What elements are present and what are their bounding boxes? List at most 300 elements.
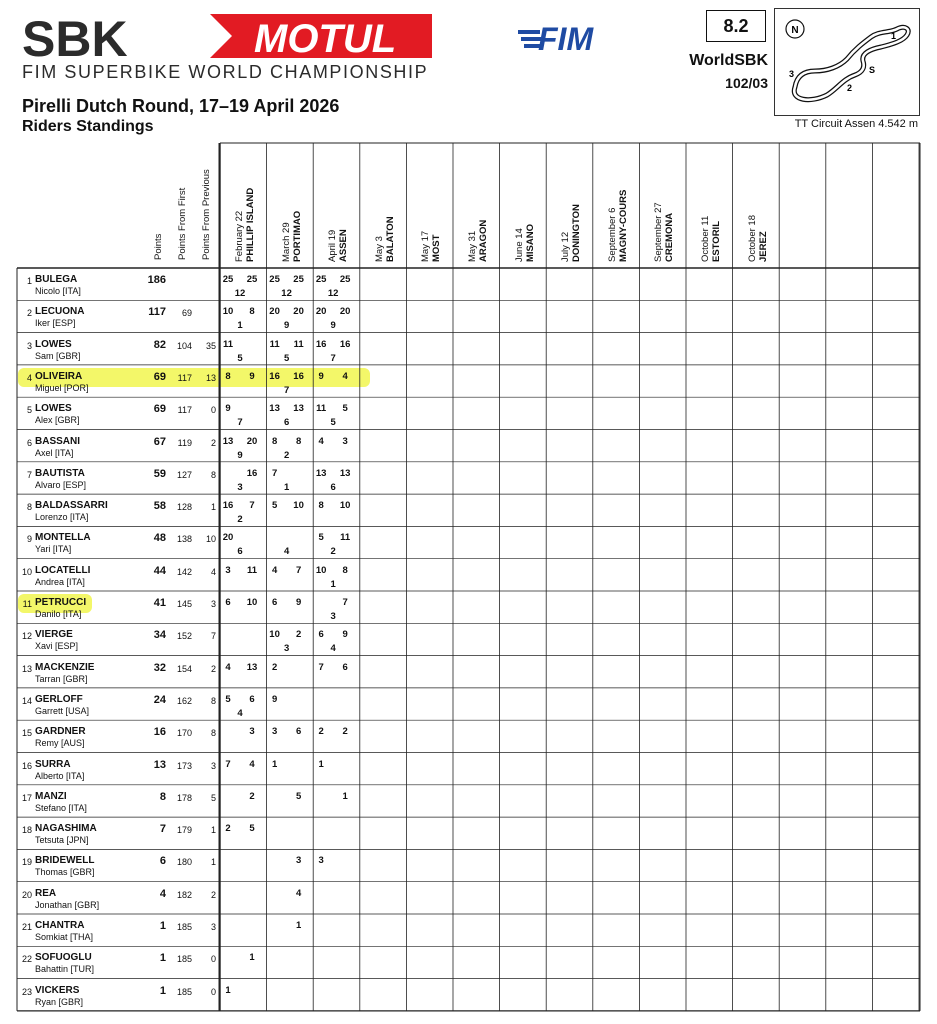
superpole-race-points: 3 <box>295 855 302 867</box>
rider-points-from-previous: 35 <box>205 340 216 351</box>
rider-rank: 1 <box>26 276 32 286</box>
header-round-12-date: October 18 <box>746 215 758 262</box>
superpole-race-points: 6 <box>342 661 348 673</box>
rider-points-from-first: 170 <box>176 728 192 739</box>
rider-points-from-first: 185 <box>176 954 192 965</box>
rider-last-name: LOCATELLI <box>35 564 91 576</box>
rider-points-from-previous: 0 <box>210 405 216 416</box>
race-1-points: 16 <box>269 370 280 382</box>
race-1-points: 2 <box>318 726 324 738</box>
rider-points-from-first: 152 <box>176 631 192 642</box>
rider-last-name: LOWES <box>35 403 72 415</box>
rider-last-name: GERLOFF <box>35 693 83 705</box>
rider-rank: 5 <box>26 405 32 416</box>
header-round-4-label: BALATON <box>384 216 396 262</box>
superpole-race-points: 11 <box>246 564 258 576</box>
rider-points-from-first: 117 <box>177 372 192 383</box>
race-1-points: 20 <box>269 306 280 318</box>
rider-rank: 22 <box>21 954 32 965</box>
rider-nationality: [GBR] <box>70 867 95 878</box>
rider-nationality: [AUS] <box>61 738 85 749</box>
circuit-info: TT Circuit Assen 4.542 m <box>794 118 918 130</box>
rider-first-name <box>35 674 88 684</box>
rider-rank: 2 <box>26 308 32 319</box>
fim-logo-text: FIM <box>538 21 594 54</box>
superpole-race-points: 7 <box>249 500 255 512</box>
race-2-points: 3 <box>283 643 290 655</box>
race-2-points: 1 <box>330 578 336 590</box>
rider-given-name: Somkiat <box>35 932 68 942</box>
header-round-1-label: PHILLIP ISLAND <box>245 187 256 262</box>
rider-points-from-previous: 13 <box>205 372 216 383</box>
race-2-points: 7 <box>283 384 290 396</box>
rider-rank: 14 <box>21 695 32 706</box>
race-1-points: 5 <box>318 532 324 544</box>
rider-given-name: Thomas <box>35 867 68 878</box>
superpole-race-points: 2 <box>342 726 348 738</box>
rider-nationality: [GBR] <box>58 996 84 1007</box>
race-1-points: 25 <box>222 274 234 285</box>
rider-points: 32 <box>153 661 166 674</box>
track-map <box>774 8 920 116</box>
rider-first-name <box>35 318 76 328</box>
rider-points-from-first: 119 <box>177 437 192 448</box>
superpole-race-points: 4 <box>342 370 348 382</box>
brand-label: WorldSBK <box>689 52 768 69</box>
track-start: S <box>869 65 876 75</box>
rider-rank: 4 <box>26 372 32 383</box>
track-turn-1: 1 <box>891 31 897 41</box>
rider-given-name: Lorenzo <box>35 512 68 523</box>
rider-rank: 15 <box>21 728 32 739</box>
rider-rank: 6 <box>26 437 32 448</box>
superpole-race-points: 9 <box>295 597 302 608</box>
rider-nationality: [GBR] <box>63 673 88 684</box>
superpole-race-points: 25 <box>246 274 258 285</box>
rider-points-from-first: 154 <box>176 663 192 674</box>
header-round-7 <box>514 224 536 262</box>
race-2-points: 5 <box>330 417 336 429</box>
rider-points-from-previous: 7 <box>210 631 216 642</box>
rider-points-from-previous: 3 <box>210 922 216 932</box>
rider-points: 69 <box>153 403 166 416</box>
race-1-points: 6 <box>225 597 231 608</box>
race-1-points: 9 <box>271 693 278 705</box>
superpole-race-points: 8 <box>249 306 255 318</box>
rider-points-from-first: 179 <box>176 825 192 836</box>
race-1-points: 2 <box>271 661 278 673</box>
rider-points: 16 <box>153 726 166 739</box>
page-subtitle: Riders Standings <box>22 118 154 135</box>
header-round-11-date: October 11 <box>700 215 711 262</box>
rider-first-name <box>35 512 88 522</box>
rider-points-from-first: 185 <box>176 986 192 997</box>
race-1-points: 13 <box>222 435 234 447</box>
rider-first-name <box>35 383 89 393</box>
race-2-points: 7 <box>237 417 243 429</box>
track-turn-2: 2 <box>847 83 853 93</box>
superpole-race-points: 2 <box>249 790 255 802</box>
header-round-7-label: MISANO <box>524 224 536 262</box>
superpole-race-points: 4 <box>249 758 255 770</box>
rider-first-name <box>35 480 86 490</box>
rider-points: 59 <box>153 467 166 480</box>
rider-points: 48 <box>153 532 166 545</box>
race-2-points: 6 <box>283 417 290 429</box>
race-2-points: 4 <box>237 707 243 719</box>
rider-first-name <box>35 771 84 781</box>
rider-nationality: [THA] <box>70 932 94 942</box>
rider-rank: 12 <box>21 631 32 642</box>
race-2-points: 4 <box>330 643 336 655</box>
race-1-points: 7 <box>225 758 231 770</box>
race-1-points: 11 <box>316 403 327 415</box>
rider-rank: 7 <box>26 469 32 480</box>
superpole-race-points: 1 <box>342 790 348 802</box>
rider-last-name: BULEGA <box>35 274 78 285</box>
rider-points: 41 <box>153 597 166 609</box>
rider-rank: 20 <box>21 889 32 900</box>
rider-nationality: [GBR] <box>55 415 80 426</box>
race-2-points: 12 <box>281 288 292 299</box>
header-round-3 <box>327 229 349 262</box>
rider-points-from-previous: 2 <box>210 889 216 900</box>
rider-nationality: [ESP] <box>55 641 79 652</box>
rider-first-name <box>35 351 81 361</box>
header-round-6 <box>467 220 489 262</box>
header-round-2-label: PORTIMAO <box>291 210 303 262</box>
race-2-points: 12 <box>234 288 246 299</box>
rider-first-name <box>35 964 94 974</box>
rider-nationality: [GBR] <box>56 350 81 361</box>
superpole-race-points: 5 <box>295 790 302 802</box>
race-1-points: 1 <box>271 758 278 770</box>
race-1-points: 8 <box>271 435 278 447</box>
race-1-points: 7 <box>318 661 324 673</box>
rider-points-from-previous: 10 <box>205 534 216 545</box>
rider-first-name <box>35 867 95 877</box>
race-2-points: 9 <box>237 449 243 461</box>
rider-points-from-previous: 8 <box>210 469 216 480</box>
superpole-race-points: 13 <box>293 403 304 415</box>
rider-points-from-previous: 8 <box>210 695 216 706</box>
superpole-race-points: 20 <box>293 306 304 318</box>
rider-points-from-previous: 1 <box>210 857 216 868</box>
rider-points: 69 <box>153 370 166 383</box>
race-1-points: 10 <box>269 629 280 641</box>
header-pts-from-first: Points From First <box>177 187 188 260</box>
rider-nationality: [ITA] <box>63 609 82 619</box>
rider-first-name <box>35 286 81 296</box>
rider-last-name: BRIDEWELL <box>35 855 95 867</box>
race-1-points: 10 <box>315 564 327 576</box>
rider-given-name: Axel <box>35 447 53 458</box>
rider-points-from-previous: 3 <box>210 599 216 609</box>
rider-first-name <box>35 609 81 619</box>
superpole-race-points: 9 <box>249 370 255 382</box>
race-1-points: 8 <box>318 500 324 512</box>
superpole-race-points: 16 <box>246 467 258 479</box>
rider-rank: 16 <box>21 760 32 771</box>
race-1-points: 4 <box>318 435 324 447</box>
rider-points: 82 <box>153 338 166 351</box>
race-1-points: 11 <box>269 338 280 350</box>
rider-first-name <box>35 997 83 1007</box>
rider-rank: 19 <box>21 857 32 868</box>
rider-nationality: [USA] <box>65 705 90 716</box>
superpole-race-points: 10 <box>246 597 258 608</box>
rider-nationality: [ITA] <box>52 544 72 555</box>
header-round-11 <box>700 216 722 262</box>
rider-last-name: VIERGE <box>35 629 73 641</box>
rider-last-name: MACKENZIE <box>35 661 95 673</box>
header-round-5-label: MOST <box>431 234 443 262</box>
track-turn-3: 3 <box>789 69 795 79</box>
rider-first-name <box>35 448 73 458</box>
race-1-points: 5 <box>271 500 278 512</box>
header-round-2 <box>281 211 303 262</box>
rider-given-name: Xavi <box>35 641 53 652</box>
header-round-3-date: April 19 <box>327 229 339 262</box>
race-1-points: 16 <box>315 338 327 350</box>
rider-last-name: GARDNER <box>35 726 86 738</box>
rider-points-from-first: 178 <box>176 792 192 803</box>
rider-rank: 18 <box>21 825 32 836</box>
superpole-race-points: 8 <box>295 435 302 447</box>
rider-points: 8 <box>159 790 166 803</box>
rider-points-from-first: 69 <box>181 308 192 319</box>
rider-rank: 21 <box>21 922 32 932</box>
rider-given-name: Danilo <box>35 609 61 619</box>
rider-points-from-first: 173 <box>176 760 192 771</box>
rider-rank: 9 <box>26 534 32 545</box>
header-round-5-date: May 17 <box>420 230 432 262</box>
header-round-6-date: May 31 <box>467 230 478 262</box>
header-round-9-date: September 6 <box>606 207 618 262</box>
rider-points: 4 <box>159 887 166 900</box>
superpole-race-points: 16 <box>339 338 351 350</box>
race-1-points: 9 <box>225 403 231 415</box>
header-points: Points <box>153 233 164 260</box>
race-2-points: 7 <box>330 352 336 364</box>
rider-last-name: BALDASSARRI <box>35 500 108 512</box>
superpole-race-points: 6 <box>295 726 302 738</box>
superpole-race-points: 3 <box>249 726 255 738</box>
rider-last-name: BASSANI <box>35 435 81 447</box>
header-round-10-label: CREMONA <box>664 212 676 262</box>
superpole-race-points: 2 <box>295 629 302 641</box>
superpole-race-points: 10 <box>293 500 304 512</box>
rider-points: 1 <box>159 984 166 997</box>
rider-points-from-first: 117 <box>177 405 192 416</box>
rider-given-name: Stefano <box>35 802 67 813</box>
race-2-points: 5 <box>283 352 290 364</box>
rider-first-name <box>35 544 71 554</box>
race-2-points: 3 <box>330 611 336 622</box>
rider-first-name <box>35 738 85 748</box>
rider-nationality: [ITA] <box>66 576 85 587</box>
rider-nationality: [TUR] <box>70 964 95 975</box>
rider-last-name: MANZI <box>35 790 67 802</box>
header-round-4 <box>374 216 396 262</box>
race-1-points: 25 <box>315 274 327 285</box>
rider-points: 24 <box>153 693 166 706</box>
superpole-race-points: 20 <box>339 306 351 318</box>
race-1-points: 3 <box>271 726 278 738</box>
header-round-6-label: ARAGON <box>478 219 489 262</box>
race-1-points: 3 <box>318 855 324 867</box>
page-code: 102/03 <box>725 75 768 91</box>
race-2-points: 1 <box>283 481 290 493</box>
rider-nationality: [ITA] <box>68 802 87 813</box>
race-1-points: 7 <box>271 467 278 479</box>
race-1-points: 13 <box>269 403 280 415</box>
rider-last-name: BAUTISTA <box>35 467 85 479</box>
rider-rank: 3 <box>26 340 32 351</box>
race-2-points: 2 <box>283 449 290 461</box>
championship-tagline: FIM SUPERBIKE WORLD CHAMPIONSHIP <box>22 62 429 82</box>
rider-rank: 23 <box>21 986 32 997</box>
rider-rank: 10 <box>21 566 32 577</box>
header-round-1 <box>234 188 256 262</box>
race-2-points: 2 <box>330 546 336 558</box>
rider-last-name: LOWES <box>35 338 72 350</box>
rider-given-name: Jonathan <box>35 899 73 910</box>
rider-points: 1 <box>159 952 166 965</box>
race-2-points: 2 <box>237 514 243 526</box>
superpole-race-points: 11 <box>340 532 351 544</box>
superpole-race-points: 1 <box>295 920 302 931</box>
rider-given-name: Sam <box>35 350 54 361</box>
rider-points-from-first: 128 <box>176 502 192 513</box>
rider-points-from-previous: 5 <box>210 792 216 803</box>
race-2-points: 9 <box>283 320 290 332</box>
rider-points-from-first: 185 <box>176 922 192 932</box>
rider-given-name: Garrett <box>35 705 64 716</box>
superpole-race-points: 8 <box>342 564 348 576</box>
rider-nationality: [ESP] <box>63 479 87 490</box>
race-1-points: 13 <box>315 467 327 479</box>
rider-points-from-previous: 8 <box>210 728 216 739</box>
document-code: 8.2 <box>706 10 766 42</box>
rider-given-name: Iker <box>35 318 51 329</box>
race-1-points: 6 <box>318 629 324 641</box>
rider-nationality: [ITA] <box>62 286 81 296</box>
rider-nationality: [ESP] <box>52 318 76 329</box>
rider-given-name: Alberto <box>35 770 64 781</box>
rider-nationality: [GBR] <box>74 899 100 910</box>
rider-points-from-first: 180 <box>176 857 192 868</box>
race-1-points: 8 <box>225 370 231 382</box>
rider-points-from-first: 138 <box>176 534 192 545</box>
race-1-points: 3 <box>225 564 231 576</box>
rider-first-name <box>35 577 85 587</box>
rider-nationality: [JPN] <box>66 835 89 846</box>
rider-given-name: Tarran <box>35 673 61 684</box>
rider-first-name <box>35 932 93 942</box>
rider-rank: 13 <box>21 663 32 674</box>
header-round-7-date: June 14 <box>513 228 525 262</box>
rider-points-from-first: 104 <box>176 340 192 351</box>
rider-points-from-previous: 3 <box>210 760 216 771</box>
rider-points-from-previous: 4 <box>210 566 216 577</box>
superpole-race-points: 13 <box>246 661 258 673</box>
race-1-points: 16 <box>222 500 234 512</box>
header-round-4-date: May 3 <box>373 236 385 262</box>
rider-points: 7 <box>159 823 166 836</box>
rider-last-name: VICKERS <box>35 984 80 996</box>
header-round-1-date: February 22 <box>234 210 245 262</box>
fim-logo <box>518 20 608 54</box>
header-round-12 <box>747 215 769 262</box>
rider-points-from-previous: 1 <box>210 825 216 836</box>
rider-points-from-previous: 0 <box>210 986 216 997</box>
rider-first-name <box>35 835 89 845</box>
superpole-race-points: 9 <box>342 629 348 641</box>
superpole-race-points: 20 <box>246 435 258 447</box>
rider-points-from-first: 142 <box>176 566 192 577</box>
rider-nationality: [POR] <box>64 382 89 393</box>
race-1-points: 1 <box>318 758 324 770</box>
rider-nationality: [ITA] <box>70 512 89 523</box>
header-round-11-label: ESTORIL <box>711 221 722 262</box>
race-1-points: 20 <box>315 306 327 318</box>
header-round-2-date: March 29 <box>280 222 292 262</box>
header-round-8 <box>560 204 582 262</box>
rider-points: 44 <box>153 564 166 577</box>
race-2-points: 9 <box>330 320 336 332</box>
rider-first-name <box>35 900 99 910</box>
rider-given-name: Nicolo <box>35 286 61 296</box>
header-round-9 <box>607 190 629 262</box>
race-2-points: 12 <box>327 288 339 299</box>
superpole-race-points: 6 <box>249 693 255 705</box>
race-1-points: 25 <box>269 274 280 285</box>
rider-points: 186 <box>147 274 166 286</box>
rider-first-name <box>35 803 87 813</box>
race-1-points: 10 <box>222 306 234 318</box>
rider-given-name: Tetsuta <box>35 835 65 846</box>
rider-points: 58 <box>153 500 166 513</box>
superpole-race-points: 3 <box>342 435 348 447</box>
rider-given-name: Remy <box>35 738 59 749</box>
superpole-race-points: 11 <box>293 338 304 350</box>
superpole-race-points: 25 <box>293 274 304 285</box>
rider-points-from-first: 145 <box>176 599 192 609</box>
race-2-points: 5 <box>237 352 243 364</box>
race-2-points: 3 <box>237 481 243 493</box>
race-1-points: 6 <box>271 597 278 608</box>
race-1-points: 20 <box>222 532 234 544</box>
rider-points-from-previous: 2 <box>210 663 216 674</box>
superpole-race-points: 7 <box>295 564 302 576</box>
superpole-race-points: 10 <box>339 500 351 512</box>
rider-last-name: SOFUOGLU <box>35 952 92 964</box>
race-1-points: 4 <box>225 661 231 673</box>
race-2-points: 6 <box>330 481 336 493</box>
header-round-10 <box>653 202 675 262</box>
motul-logo-text: MOTUL <box>254 17 397 61</box>
header-round-8-date: July 12 <box>560 231 572 262</box>
header-round-10-date: September 27 <box>653 202 665 262</box>
rider-points: 34 <box>153 629 166 642</box>
rider-first-name <box>35 706 89 716</box>
race-2-points: 1 <box>237 320 243 332</box>
header-round-8-label: DONINGTON <box>571 204 583 262</box>
rider-nationality: [ITA] <box>66 770 85 781</box>
race-1-points: 5 <box>225 693 231 705</box>
header-pts-from-prev: Points From Previous <box>201 169 212 260</box>
